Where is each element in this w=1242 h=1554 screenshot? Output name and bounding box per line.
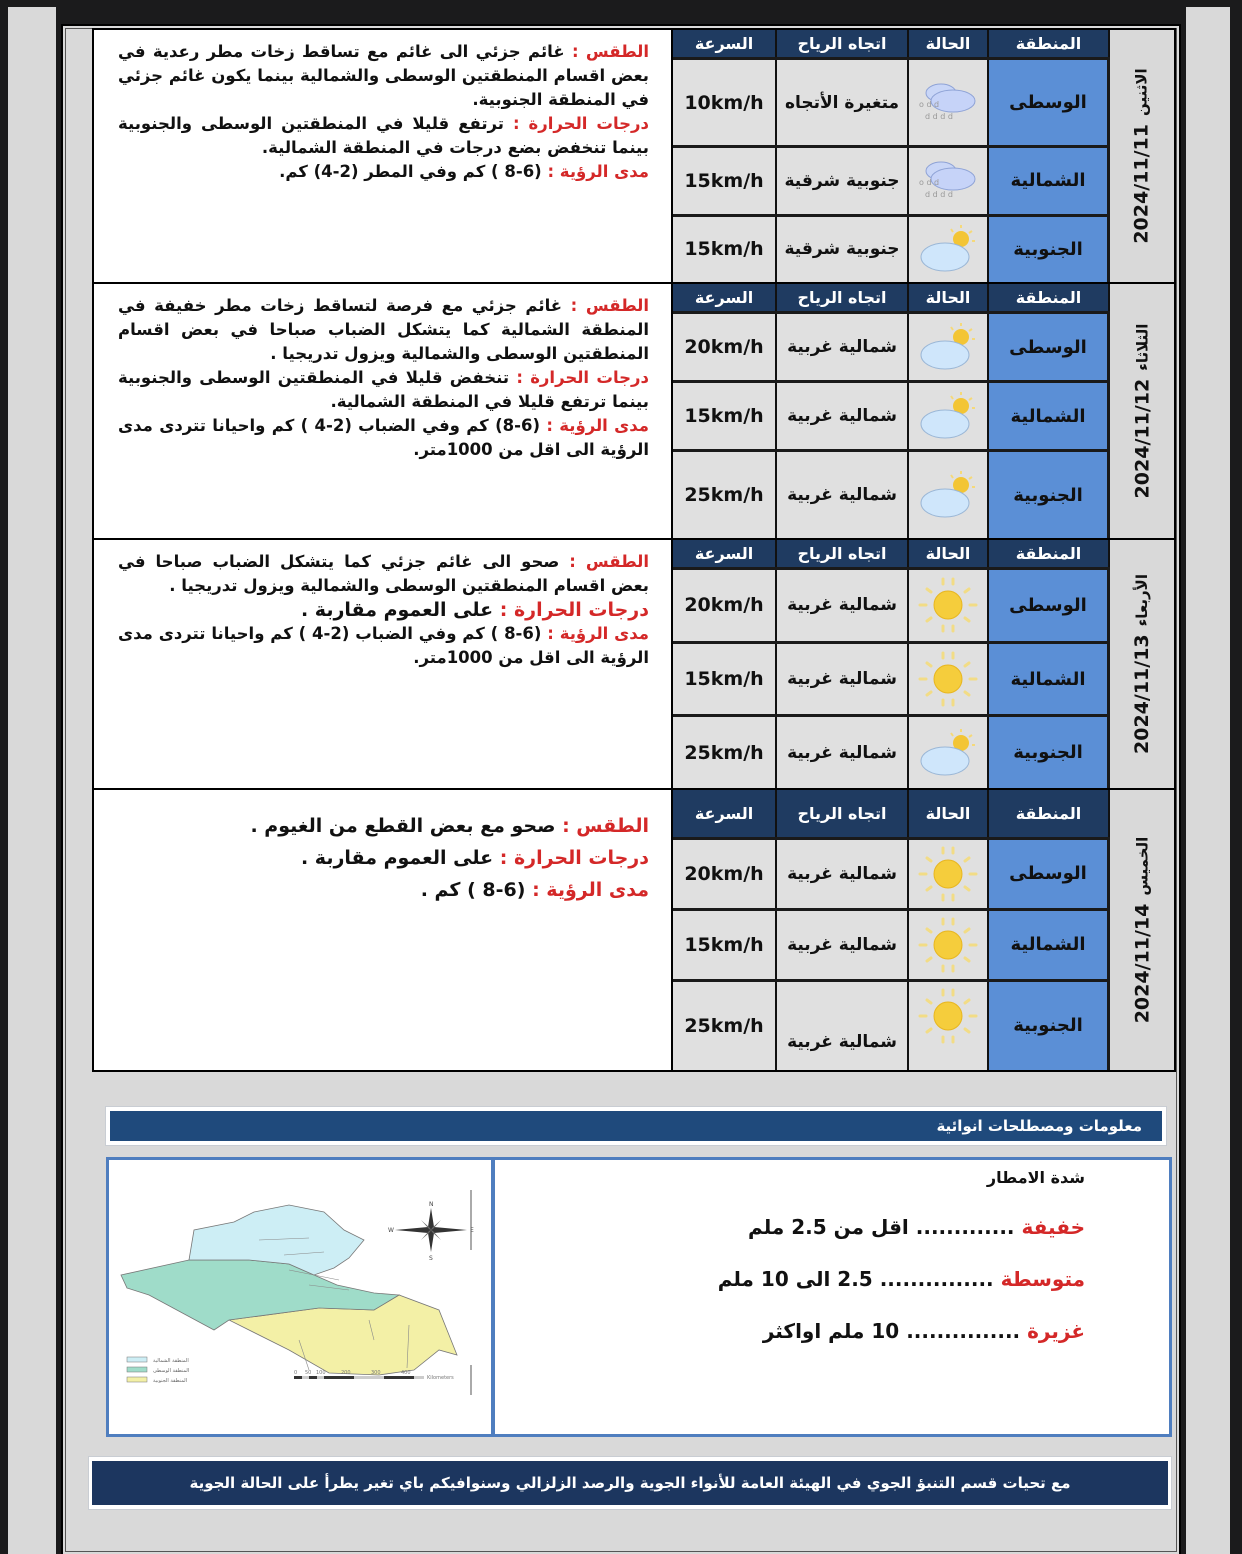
region-table [673, 284, 1110, 538]
sun-icon [909, 982, 989, 1070]
wind-direction: متغيرة الأتجاه [777, 60, 909, 145]
visibility-label: مدى الرؤية : [546, 416, 650, 435]
right-margin [1186, 7, 1230, 1554]
wind-speed: 15km/h [673, 911, 777, 979]
svg-text:المنطقة الجنوبية: المنطقة الجنوبية [153, 1378, 188, 1384]
forecast-table [92, 28, 1176, 1072]
wind-direction: شمالية غربية [777, 644, 909, 715]
region-name: الشمالية [989, 148, 1110, 213]
region-name: الوسطى [989, 840, 1110, 908]
table-row [673, 60, 1110, 148]
visibility-text: (6-8 ) كم . [420, 879, 526, 901]
weather-label: الطقس : [562, 815, 649, 837]
info-title: معلومات ومصطلحات انوائية [936, 1117, 1142, 1135]
svg-text:o d d: o d d [919, 99, 940, 109]
temperature-text: ترتفع قليلا في المنطقتين الوسطى والجنوبية بينما تنخفض بضع درجات في المنطقة الشمالية. [118, 114, 649, 157]
rain-intensity-title: شدة الامطار [986, 1168, 1085, 1187]
table-row [673, 217, 1110, 282]
date: 2024/11/12 [1131, 378, 1153, 499]
svg-text:400: 400 [401, 1370, 411, 1376]
day-description [94, 30, 673, 282]
temperature-text: تنخفض قليلا في المنطقتين الوسطى والجنوبية بينما ترتفع قليلا في المنطقة الشمالية. [118, 368, 649, 411]
forecast-page [61, 24, 1181, 1554]
visibility-label: مدى الرؤية : [547, 624, 649, 643]
weather-label: الطقس : [570, 296, 650, 315]
svg-text:W: W [388, 1227, 394, 1234]
svg-text:المنطقة الوسطى: المنطقة الوسطى [153, 1368, 190, 1374]
region-name: الجنوبية [989, 982, 1110, 1070]
region-name: الوسطى [989, 570, 1110, 641]
svg-text:N: N [429, 1201, 434, 1208]
temperature-label: درجات الحرارة : [499, 599, 649, 621]
temperature-label: درجات الحرارة : [499, 847, 649, 869]
map-image [109, 1160, 481, 1432]
wind-speed: 15km/h [673, 148, 777, 213]
weekday: الاثنين [1133, 68, 1151, 117]
partly-cloudy-icon [909, 217, 989, 282]
temperature-label: درجات الحرارة : [516, 368, 650, 387]
date: 2024/11/11 [1131, 124, 1153, 244]
table-row [673, 383, 1110, 452]
wind-speed: 20km/h [673, 314, 777, 380]
svg-text:d d d d: d d d d [925, 189, 953, 199]
day-section [94, 540, 1174, 790]
wind-speed: 25km/h [673, 717, 777, 788]
header-direction: اتجاه الرياح [777, 790, 909, 837]
wind-direction: شمالية غربية [777, 982, 909, 1070]
weekday: الأربعاء [1133, 574, 1151, 627]
partly-cloudy-icon [909, 452, 989, 538]
header-state: الحالة [909, 540, 989, 567]
footer-banner [88, 1456, 1172, 1510]
header-speed: السرعة [673, 30, 777, 57]
wind-speed: 25km/h [673, 452, 777, 538]
partly-cloudy-icon [909, 717, 989, 788]
svg-text:300: 300 [371, 1370, 381, 1376]
day-description [94, 790, 673, 1070]
rain-row-light: خفيفة ............. اقل من 2.5 ملم [748, 1215, 1085, 1239]
region-table [673, 790, 1110, 1070]
date-column [1110, 284, 1174, 538]
weekday: الخميس [1133, 836, 1152, 896]
region-name: الوسطى [989, 314, 1110, 380]
weather-label: الطقس : [571, 42, 650, 61]
wind-direction: شمالية غربية [777, 911, 909, 979]
region-name: الشمالية [989, 911, 1110, 979]
visibility-text: (6-8 ) كم وفي الضباب (2-4 ) كم واحيانا تتردى مدى الرؤية الى اقل من 1000متر. [118, 624, 649, 667]
wind-speed: 20km/h [673, 840, 777, 908]
region-table [673, 540, 1110, 788]
compass-rose-icon [388, 1201, 474, 1262]
weather-text: صحو الى غائم جزئي كما يتشكل الضباب صباحا في بعض اقسام المنطقتين الوسطى والشمالية ويزول تدريجيا . [118, 552, 649, 595]
region-name: الجنوبية [989, 452, 1110, 538]
day-description [94, 284, 673, 538]
date-column [1110, 30, 1174, 282]
info-box [106, 1157, 1172, 1437]
svg-text:200: 200 [341, 1370, 351, 1376]
weekday: الثلاثاء [1133, 323, 1151, 371]
svg-text:50: 50 [305, 1370, 312, 1376]
visibility-text: (6-8 ) كم وفي المطر (2-4) كم. [279, 162, 542, 181]
rain-row-heavy: غزيرة ............... 10 ملم اواكثر [762, 1319, 1085, 1343]
table-row [673, 911, 1110, 982]
table-row [673, 644, 1110, 718]
region-name: الشمالية [989, 383, 1110, 449]
wind-direction: شمالية غربية [777, 717, 909, 788]
day-section [94, 30, 1174, 284]
wind-speed: 15km/h [673, 217, 777, 282]
sun-icon [909, 840, 989, 908]
wind-direction: شمالية غربية [777, 570, 909, 641]
header-region: المنطقة [989, 284, 1110, 311]
wind-speed: 15km/h [673, 644, 777, 715]
table-header [673, 790, 1110, 840]
wind-direction: شمالية غربية [777, 840, 909, 908]
region-name: الوسطى [989, 60, 1110, 145]
sun-icon [909, 644, 989, 715]
region-name: الجنوبية [989, 717, 1110, 788]
date-column [1110, 790, 1174, 1070]
table-header [673, 540, 1110, 570]
wind-speed: 20km/h [673, 570, 777, 641]
region-table [673, 30, 1110, 282]
header-direction: اتجاه الرياح [777, 30, 909, 57]
header-direction: اتجاه الرياح [777, 284, 909, 311]
sun-icon [909, 570, 989, 641]
region-name: الجنوبية [989, 217, 1110, 282]
header-state: الحالة [909, 284, 989, 311]
left-margin [8, 7, 56, 1554]
svg-text:S: S [429, 1255, 433, 1262]
table-row [673, 717, 1110, 788]
header-region: المنطقة [989, 790, 1110, 837]
svg-text:0: 0 [294, 1370, 298, 1376]
header-speed: السرعة [673, 284, 777, 311]
partly-cloudy-icon [909, 314, 989, 380]
date: 2024/11/14 [1131, 903, 1154, 1024]
info-section-header [105, 1106, 1167, 1146]
wind-direction: جنوبية شرقية [777, 217, 909, 282]
iraq-regions-map [109, 1160, 491, 1434]
rain-intensity-panel [491, 1160, 1169, 1434]
table-row [673, 570, 1110, 644]
wind-direction: شمالية غربية [777, 452, 909, 538]
table-row [673, 314, 1110, 383]
svg-text:Kilometers: Kilometers [427, 1375, 454, 1381]
temperature-text: على العموم مقاربة . [300, 847, 494, 869]
svg-text:o d d: o d d [919, 177, 940, 187]
day-description [94, 540, 673, 788]
weather-label: الطقس : [569, 552, 649, 571]
day-section [94, 790, 1174, 1070]
visibility-label: مدى الرؤية : [532, 879, 649, 901]
date: 2024/11/13 [1131, 634, 1153, 754]
rain-clouds-icon [909, 60, 989, 145]
weather-text: غائم جزئي الى غائم مع تساقط زخات مطر رعدية في بعض اقسام المنطقتين الوسطى والشمالية بينما يكون غائم جزئي في المنطقة الجنوبية. [118, 42, 649, 109]
wind-speed: 15km/h [673, 383, 777, 449]
header-state: الحالة [909, 30, 989, 57]
region-name: الشمالية [989, 644, 1110, 715]
table-header [673, 284, 1110, 314]
wind-speed: 25km/h [673, 982, 777, 1070]
weather-text: غائم جزئي مع فرصة لتساقط زخات مطر خفيفة في المنطقة الشمالية كما يتشكل الضباب صباحا في بعض اقسام المنطقتين الوسطى والشمالية ويزول تدريجيا . [118, 296, 649, 363]
table-header [673, 30, 1110, 60]
table-row [673, 982, 1110, 1070]
sun-icon [909, 911, 989, 979]
wind-speed: 10km/h [673, 60, 777, 145]
svg-text:100: 100 [316, 1370, 326, 1376]
table-row [673, 148, 1110, 216]
day-section [94, 284, 1174, 540]
header-region: المنطقة [989, 30, 1110, 57]
weather-text: صحو مع بعض القطع من الغيوم . [250, 815, 556, 837]
svg-text:d d d d: d d d d [925, 111, 953, 121]
header-direction: اتجاه الرياح [777, 540, 909, 567]
temperature-label: درجات الحرارة : [512, 114, 650, 133]
visibility-text: (6-8) كم وفي الضباب (2-4 ) كم واحيانا تتردى مدى الرؤية الى اقل من 1000متر. [118, 416, 649, 459]
rain-row-moderate: متوسطة ............... 2.5 الى 10 ملم [717, 1267, 1085, 1291]
wind-direction: جنوبية شرقية [777, 148, 909, 213]
visibility-label: مدى الرؤية : [547, 162, 649, 181]
header-region: المنطقة [989, 540, 1110, 567]
svg-text:E: E [470, 1227, 474, 1234]
wind-direction: شمالية غربية [777, 314, 909, 380]
table-row [673, 840, 1110, 911]
header-speed: السرعة [673, 790, 777, 837]
partly-cloudy-icon [909, 383, 989, 449]
header-speed: السرعة [673, 540, 777, 567]
table-row [673, 452, 1110, 538]
date-column [1110, 540, 1174, 788]
temperature-text: على العموم مقاربة . [300, 599, 494, 621]
footer-text: مع تحيات قسم التنبؤ الجوي في الهيئة العامة للأنواء الجوية والرصد الزلزالي وسنوافيكم باي تغير يطرأ على الحالة الجوية [189, 1474, 1071, 1492]
header-state: الحالة [909, 790, 989, 837]
wind-direction: شمالية غربية [777, 383, 909, 449]
rain-clouds-icon [909, 148, 989, 213]
svg-text:المنطقة الشمالية: المنطقة الشمالية [153, 1358, 189, 1364]
